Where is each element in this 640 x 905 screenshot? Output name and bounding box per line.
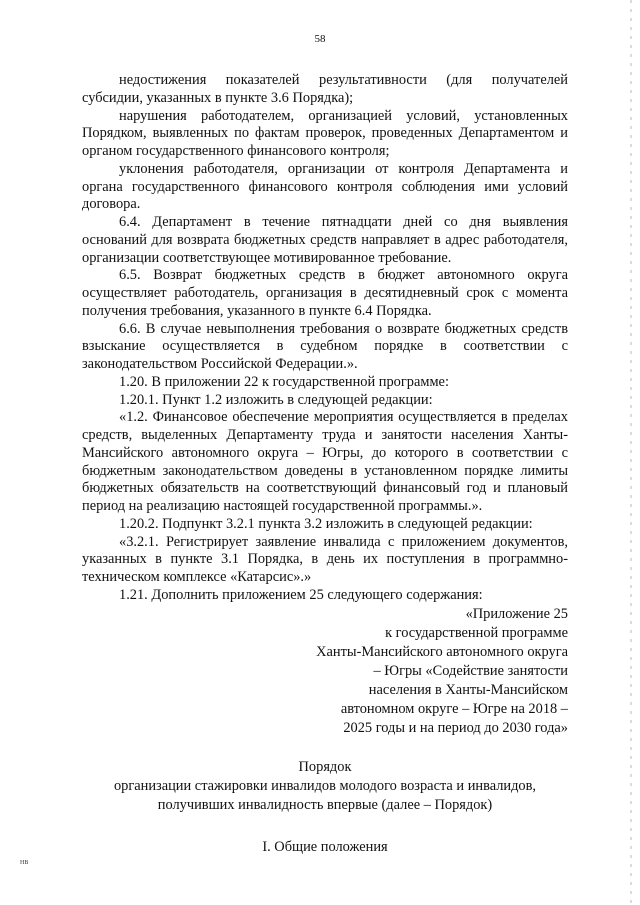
paragraph-6-4: 6.4. Департамент в течение пятнадцати дней со дня выявления оснований для возврата бюджетных средств направляет в адрес работодателя, организации соответствующее мотивированное требование. [82,214,568,266]
paragraph-6-6: 6.6. В случае невыполнения требования о возврате бюджетных средств взыскание осуществляется в судебном порядке в соответствии с законодательством Российской Федерации.». [82,320,568,372]
appendix-line: Ханты-Мансийского автономного округа [316,643,568,660]
appendix-line: автономном округе – Югре на 2018 – [340,700,568,717]
paragraph-1-20: 1.20. В приложении 22 к государственной программе: [119,373,449,390]
appendix-line: к государственной программе [385,624,568,641]
paragraph-1-20-2: 1.20.2. Подпункт 3.2.1 пункта 3.2 изложить в следующей редакции: [119,515,533,532]
appendix-line: 2025 годы и на период до 2030 года» [343,719,568,736]
document-body [82,72,568,856]
paragraph-1-2-quote: «1.2. Финансовое обеспечение мероприятия осуществляется в пределах средств, выделенных Департаменту труда и занятости населения Ханты-Мансийского автономного округа – Югры, до которого в соответствии с бюджетным законодательством доведены в установленном порядке лимиты бюджетных обязательств на соответствующий финансовый год и плановый период на реализацию настоящей государственной программы.». [82,409,568,514]
footer-mark: НВ [20,860,29,866]
title-heading: Порядок [298,758,352,775]
paragraph-1-20-1: 1.20.1. Пункт 1.2 изложить в следующей редакции: [119,391,433,408]
appendix-line: – Югры «Содействие занятости [373,662,568,679]
paragraph-1-21: 1.21. Дополнить приложением 25 следующего содержания: [119,586,483,603]
section-heading: I. Общие положения [262,838,388,855]
paragraph-2: нарушения работодателем, организацией условий, установленных Порядком, выявленных по фактам проверок, проведенных Департаментом и органом государственного финансового контроля; [82,107,568,159]
appendix-line: населения в Ханты-Мансийском [368,681,568,698]
appendix-header [82,605,568,738]
paragraph-1: недостижения показателей результативности (для получателей субсидии, указанных в пункте 3.6 Порядка); [82,72,568,106]
title-line-2: получивших инвалидность впервые (далее – Порядок) [157,796,493,813]
paragraph-3-2-1-quote: «3.2.1. Регистрирует заявление инвалида с приложением документов, указанных в пункте 3.1 Порядка, в день их поступления в программно-техническом комплексе «Катарсис».» [82,533,568,585]
paragraph-3: уклонения работодателя, организации от контроля Департамента и органа государственного финансового контроля соблюдения ими условий договора. [82,160,568,213]
title-line-1: организации стажировки инвалидов молодого возраста и инвалидов, [113,777,537,794]
document-title [82,758,568,815]
scan-edge-mark [630,0,632,905]
paragraph-6-5: 6.5. Возврат бюджетных средств в бюджет автономного округа осуществляет работодатель, организация в десятидневный срок с момента получения требования, указанного в пункте 6.4 Порядка. [82,267,568,319]
appendix-line: «Приложение 25 [465,605,568,622]
page-number: 58 [314,33,326,45]
